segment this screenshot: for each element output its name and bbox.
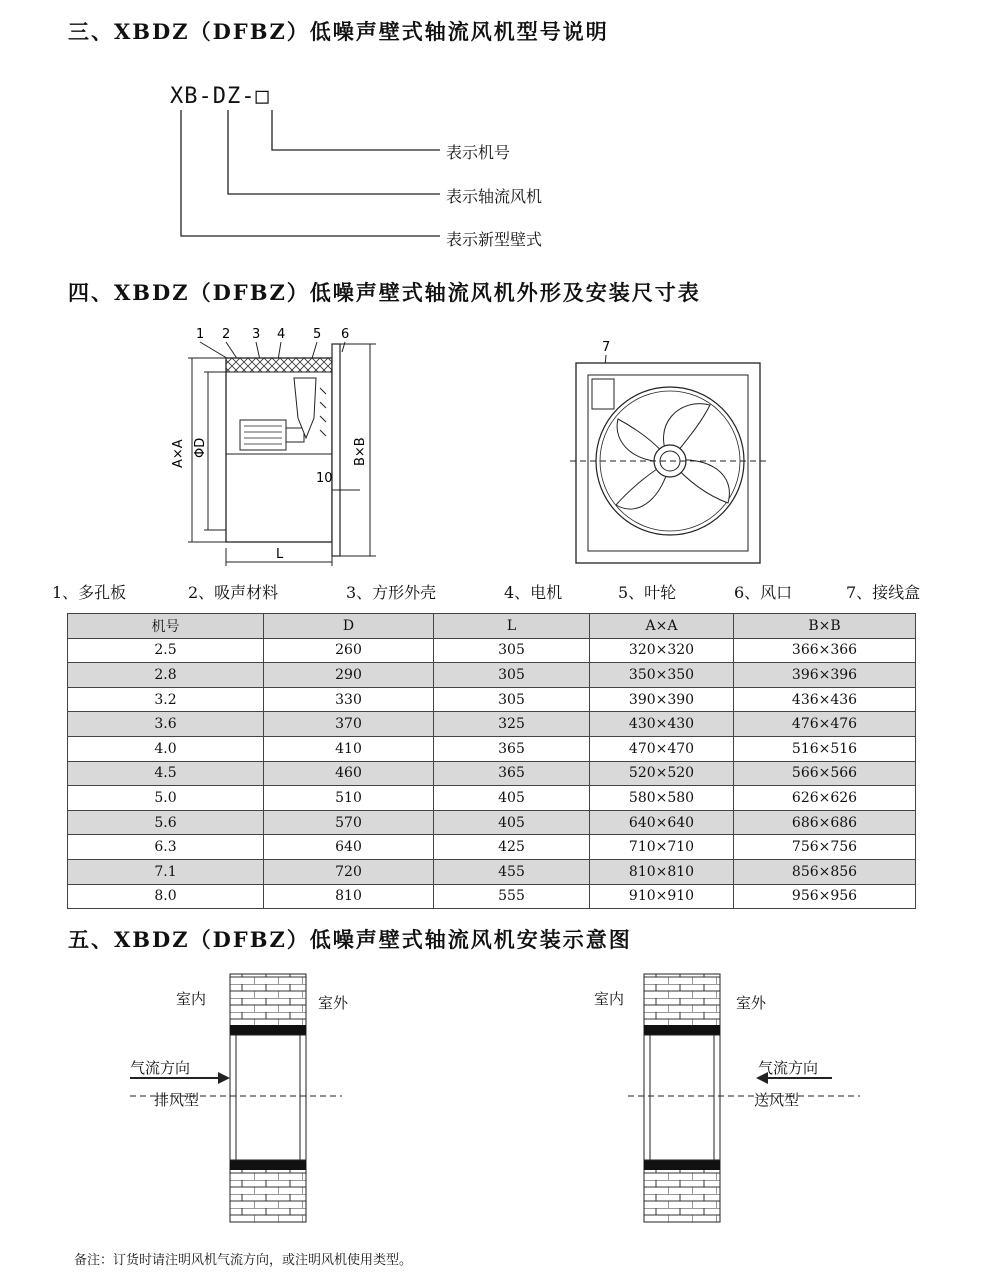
table-cell: 470×470 (590, 736, 734, 761)
callout-2: 2 (222, 327, 231, 342)
table-cell: 425 (434, 835, 590, 860)
table-row (68, 663, 916, 688)
table-row (68, 638, 916, 663)
table-cell: 476×476 (734, 712, 916, 737)
table-cell: 956×956 (734, 884, 916, 909)
col-header: D (264, 614, 434, 639)
table-cell: 580×580 (590, 786, 734, 811)
table-cell: 305 (434, 638, 590, 663)
table-cell: 365 (434, 761, 590, 786)
table-cell: 8.0 (68, 884, 264, 909)
table-cell: 2.5 (68, 638, 264, 663)
dim-a-label: A×A (171, 439, 186, 468)
legend-item: 7、接线盒 (846, 583, 921, 602)
legend-item: 2、吸声材料 (188, 583, 279, 602)
dimension-table (67, 613, 916, 909)
table-cell: 396×396 (734, 663, 916, 688)
table-cell: 510 (264, 786, 434, 811)
callout-1: 1 (196, 327, 205, 342)
footer-note: 备注：订货时请注明风机气流方向，或注明风机使用类型。 (74, 1253, 413, 1268)
callout-3: 3 (252, 327, 261, 342)
table-cell: 910×910 (590, 884, 734, 909)
model-label-number: 表示机号 (446, 143, 511, 162)
legend-item: 5、叶轮 (618, 583, 677, 602)
table-cell: 756×756 (734, 835, 916, 860)
section-3-title: 三、XBDZ（DFBZ）低噪声壁式轴流风机型号说明 (68, 19, 609, 44)
callout-6: 6 (341, 327, 350, 342)
table-cell: 5.0 (68, 786, 264, 811)
table-row (68, 761, 916, 786)
table-row (68, 736, 916, 761)
supply-type-label: 送风型 (754, 1091, 800, 1109)
callout-5: 5 (313, 327, 322, 342)
table-row (68, 884, 916, 909)
table-cell: 7.1 (68, 859, 264, 884)
table-cell: 566×566 (734, 761, 916, 786)
dim-phid-label: ΦD (193, 437, 208, 458)
table-cell: 686×686 (734, 810, 916, 835)
exhaust-type-label: 排风型 (154, 1091, 200, 1109)
table-cell: 325 (434, 712, 590, 737)
fan-side-view (160, 318, 390, 578)
section-4-title: 四、XBDZ（DFBZ）低噪声壁式轴流风机外形及安装尺寸表 (68, 280, 701, 305)
dim-l-label: L (276, 547, 284, 562)
col-header: B×B (734, 614, 916, 639)
section-5-title: 五、XBDZ（DFBZ）低噪声壁式轴流风机安装示意图 (68, 927, 632, 952)
table-cell: 810×810 (590, 859, 734, 884)
legend-item: 1、多孔板 (52, 583, 127, 602)
table-cell: 3.6 (68, 712, 264, 737)
table-cell: 410 (264, 736, 434, 761)
table-cell: 810 (264, 884, 434, 909)
table-cell: 366×366 (734, 638, 916, 663)
callout-7: 7 (602, 340, 611, 355)
table-cell: 370 (264, 712, 434, 737)
table-cell: 350×350 (590, 663, 734, 688)
table-cell: 626×626 (734, 786, 916, 811)
table-cell: 520×520 (590, 761, 734, 786)
supply-airflow-label: 气流方向 (758, 1059, 819, 1077)
table-cell: 290 (264, 663, 434, 688)
table-cell: 856×856 (734, 859, 916, 884)
table-header-row (68, 614, 916, 639)
table-cell: 2.8 (68, 663, 264, 688)
table-cell: 455 (434, 859, 590, 884)
table-cell: 405 (434, 810, 590, 835)
table-row (68, 687, 916, 712)
table-cell: 555 (434, 884, 590, 909)
supply-outdoor-label: 室外 (736, 994, 767, 1012)
table-row (68, 859, 916, 884)
table-cell: 430×430 (590, 712, 734, 737)
legend-item: 6、风口 (734, 583, 793, 602)
model-code: XB-DZ-□ (170, 84, 270, 109)
table-cell: 4.5 (68, 761, 264, 786)
table-cell: 330 (264, 687, 434, 712)
table-cell: 390×390 (590, 687, 734, 712)
table-cell: 720 (264, 859, 434, 884)
table-cell: 260 (264, 638, 434, 663)
model-code-leader-lines (0, 0, 1000, 260)
legend-item: 3、方形外壳 (346, 583, 437, 602)
table-row (68, 810, 916, 835)
fan-front-view (560, 335, 780, 575)
table-cell: 365 (434, 736, 590, 761)
table-cell: 640×640 (590, 810, 734, 835)
col-header: 机号 (68, 614, 264, 639)
table-cell: 5.6 (68, 810, 264, 835)
table-cell: 320×320 (590, 638, 734, 663)
table-cell: 436×436 (734, 687, 916, 712)
table-cell: 3.2 (68, 687, 264, 712)
table-cell: 405 (434, 786, 590, 811)
legend-item: 4、电机 (504, 583, 563, 602)
table-cell: 460 (264, 761, 434, 786)
supply-indoor-label: 室内 (594, 990, 625, 1008)
table-cell: 516×516 (734, 736, 916, 761)
callout-4: 4 (277, 327, 286, 342)
table-cell: 4.0 (68, 736, 264, 761)
table-row (68, 835, 916, 860)
table-cell: 305 (434, 663, 590, 688)
dim-10-label: 10 (316, 471, 333, 486)
table-cell: 570 (264, 810, 434, 835)
exhaust-outdoor-label: 室外 (318, 994, 349, 1012)
table-cell: 305 (434, 687, 590, 712)
table-cell: 640 (264, 835, 434, 860)
model-label-axial-fan: 表示轴流风机 (446, 187, 543, 206)
dim-b-label: B×B (353, 437, 368, 466)
model-label-wall-type: 表示新型壁式 (446, 230, 543, 249)
table-row (68, 786, 916, 811)
table-row (68, 712, 916, 737)
col-header: A×A (590, 614, 734, 639)
exhaust-airflow-label: 气流方向 (130, 1059, 191, 1077)
table-cell: 6.3 (68, 835, 264, 860)
col-header: L (434, 614, 590, 639)
table-cell: 710×710 (590, 835, 734, 860)
exhaust-indoor-label: 室内 (176, 990, 207, 1008)
